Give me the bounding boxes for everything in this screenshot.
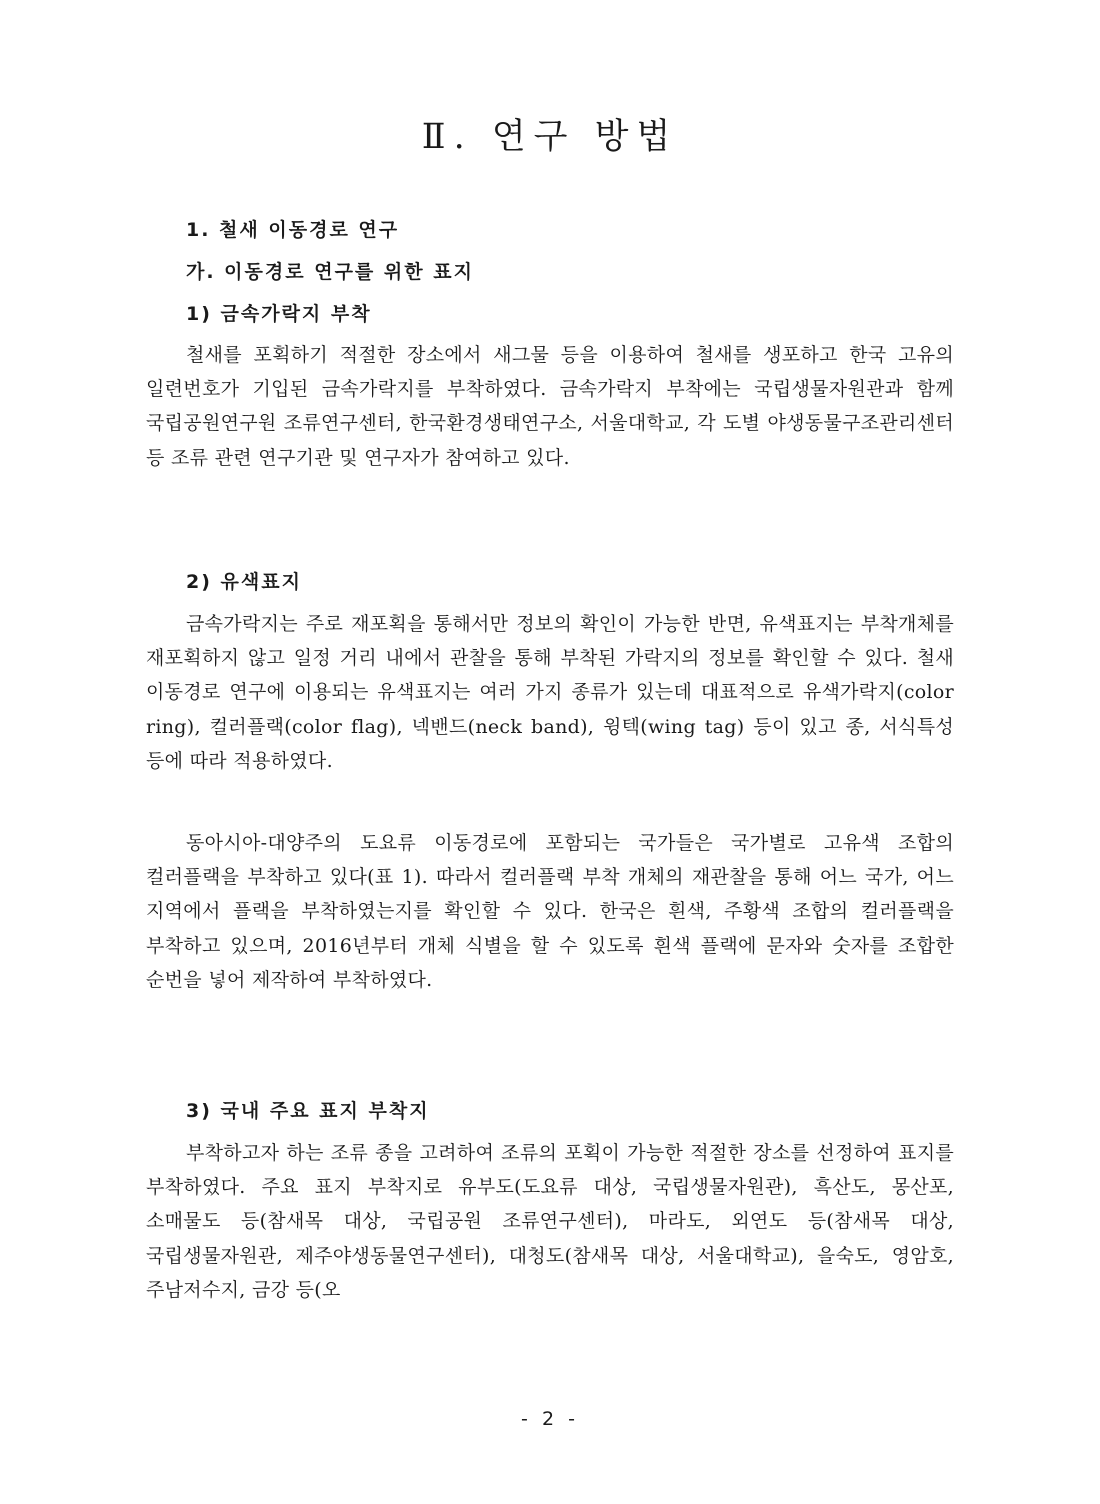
item-heading-domestic-sites: 3) 국내 주요 표지 부착지 — [186, 1100, 430, 1122]
item-heading-color-marking: 2) 유색표지 — [186, 571, 302, 593]
page-title: Ⅱ. 연구 방법 — [421, 117, 679, 157]
paragraph-metal-ring: 철새를 포획하기 적절한 장소에서 새그물 등을 이용하여 철새를 생포하고 한국 고유의 일련번호가 기입된 금속가락지를 부착하였다. 금속가락지 부착에는 국립생물자원관과 함께 국립공원연구원 조류연구센터, 한국환경생태연구소, 서울대학교, 각 도별 야생동물구조관리센터 등 조류 관련 연구기관 및 연구자가 참여하고 있다. — [146, 344, 954, 469]
paragraph-color-flag: 동아시아-대양주의 도요류 이동경로에 포함되는 국가들은 국가별로 고유색 조합의 컬러플랙을 부착하고 있다(표 1). 따라서 컬러플랙 부착 개체의 재관찰을 통해 어느 국가, 어느 지역에서 플랙을 부착하였는지를 확인할 수 있다. 한국은 흰색, 주황색 조합의 컬러플랙을 부착하고 있으며, 2016년부터 개체 식별을 할 수 있도록 흰색 플랙에 문자와 숫자를 조합한 순번을 넣어 제작하여 부착하였다. — [146, 832, 954, 991]
page-number: - 2 - — [521, 1408, 579, 1430]
item-heading-metal-ring: 1) 금속가락지 부착 — [186, 303, 372, 325]
subsection-heading: 가. 이동경로 연구를 위한 표지 — [186, 261, 474, 283]
section-heading: 1. 철새 이동경로 연구 — [186, 219, 400, 241]
paragraph-color-marking: 금속가락지는 주로 재포획을 통해서만 정보의 확인이 가능한 반면, 유색표지는 부착개체를 재포획하지 않고 일정 거리 내에서 관찰을 통해 부착된 가락지의 정보를 확인할 수 있다. 철새 이동경로 연구에 이용되는 유색표지는 여러 가지 종류가 있는데 대표적으로 유색가락지(color ring), 컬러플랙(color flag), 넥밴드(neck band), 윙텍(wing tag) 등이 있고 종, 서식특성 등에 따라 적용하였다. — [146, 613, 954, 772]
paragraph-domestic-sites: 부착하고자 하는 조류 종을 고려하여 조류의 포획이 가능한 적절한 장소를 선정하여 표지를 부착하였다. 주요 표지 부착지로 유부도(도요류 대상, 국립생물자원관), 흑산도, 몽산포, 소매물도 등(참새목 대상, 국립공원 조류연구센터), 마라도, 외연도 등(참새목 대상, 국립생물자원관, 제주야생동물연구센터), 대청도(참새목 대상, 서울대학교), 을숙도, 영암호, 주남저수지, 금강 등(오 — [146, 1142, 954, 1301]
